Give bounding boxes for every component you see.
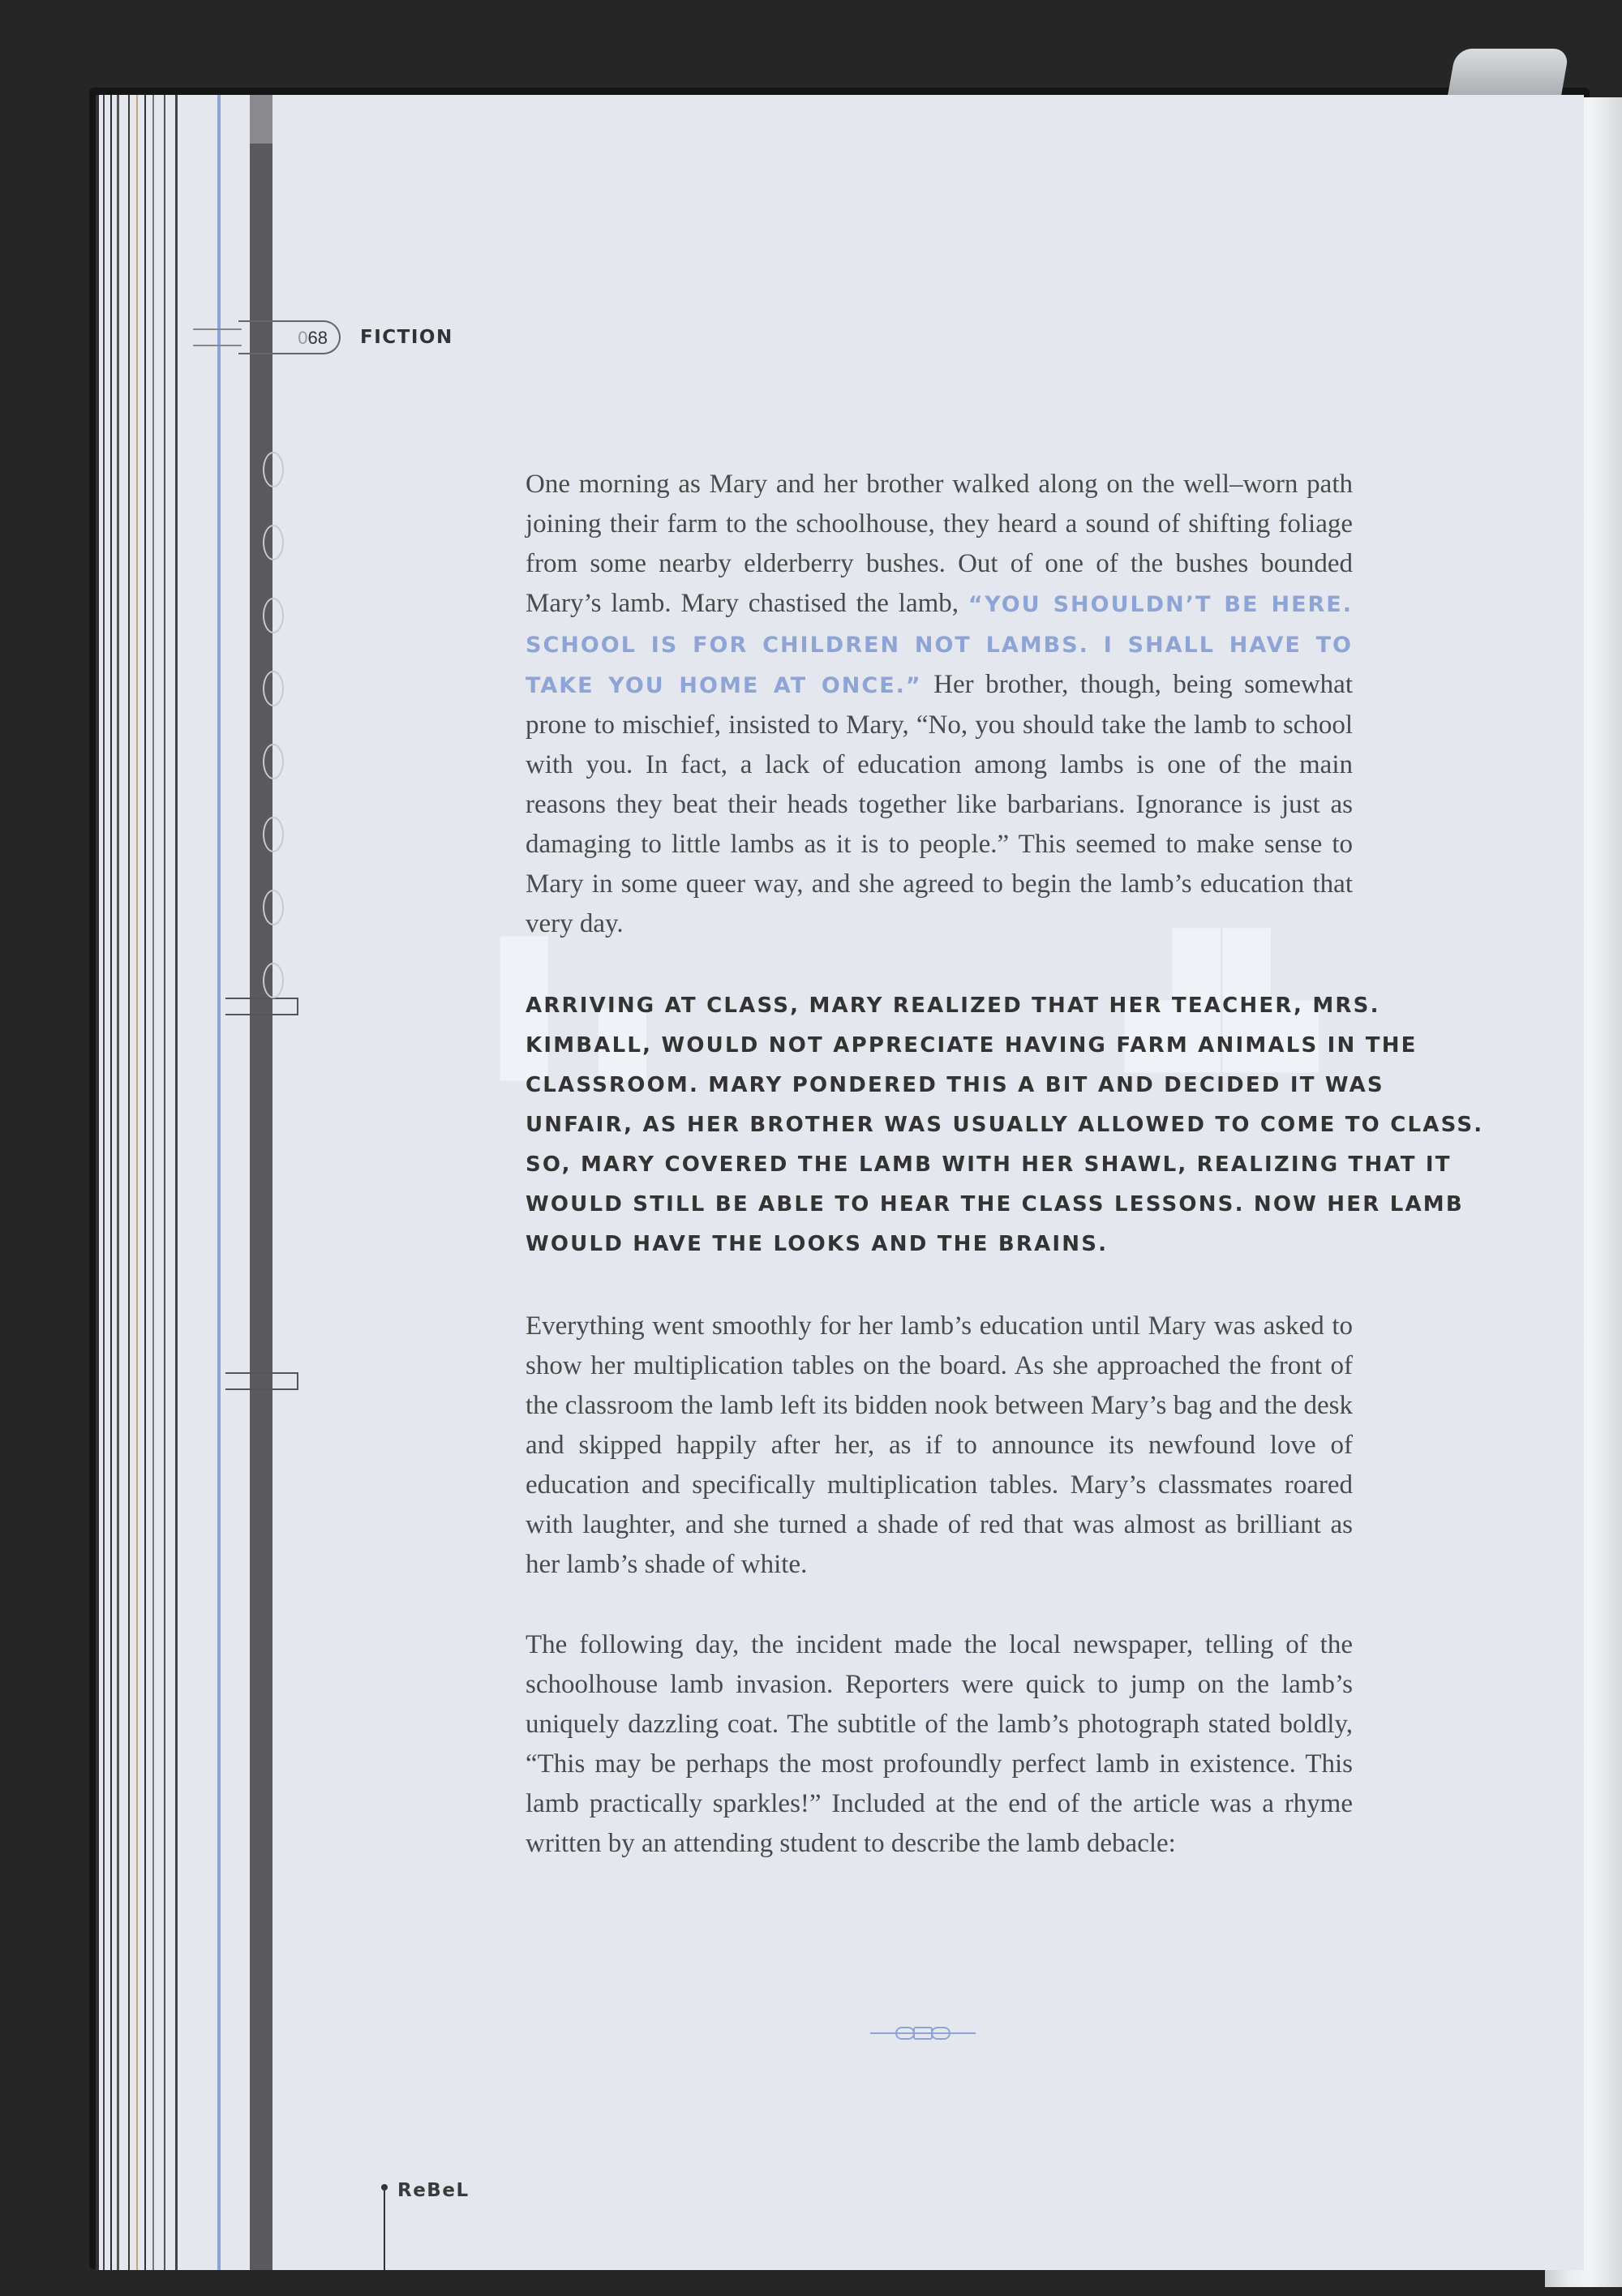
book-page [96,95,1584,2270]
paragraph-3: Everything went smoothly for her lamb’s education until Mary was asked to show her multiplication tables on the board. As she approached the front of the classroom the lamb left its bidden nook between Mary’s bag and the desk and skipped happily after her, as if to announce its newfound love of education and specifically multiplication tables. Mary’s classmates roared with laughter, and she turned a shade of red that was almost as brilliant as her lamb’s shade of white. [526,1311,1353,1579]
margin-rails [96,95,371,2270]
page-number-main: 68 [307,328,328,348]
watermark-shape-right: ▟▙ [1126,930,1323,1071]
ornament-icon [870,2023,976,2043]
footer-rule [384,2191,385,2270]
page-number [238,320,341,354]
lamb-quote: “YOU SHOULDN’T BE HERE. SCHOOL IS FOR CHILDREN NOT LAMBS. I SHALL HAVE TO TAKE YOU HOME AT ONCE.” [526,592,1353,698]
watermark-shape-left: ▌▖ [501,938,698,1079]
paragraph-1 [526,465,1353,944]
page-edge [1448,49,1570,97]
paragraph-1-lead: One morning as Mary and her brother walked along on the well–worn path joining their farm to the schoolhouse, they heard a sound of shifting foliage from some nearby elderberry bushes. Out of one of the bushes bounded Mary’s lamb. Mary chastised the lamb, [526,470,1353,618]
footer-dot [381,2184,388,2191]
footer-title: ReBeL [397,2180,470,2201]
paragraph-4: The following day, the incident made the local newspaper, telling of the schoolhouse lamb invasion. Reporters were quick to jump on the lamb’s uniquely dazzling coat. The subtitle of the lamb’s photograph stated boldly, “This may be perhaps the most profoundly perfect lamb in existence. This lamb practically sparkles!” Included at the end of the article was a rhyme written by an attending student to describe the lamb debacle: [526,1630,1353,1858]
page-number-prefix: 0 [298,328,308,348]
paragraph-1-rest: Her brother, though, being somewhat prone to mischief, insisted to Mary, “No, you should take the lamb to school with you. In fact, a lack of education among lambs is one of the main reasons they beat their heads together like barbarians. Ignorance is just as damaging to little lambs as it is to people.” This seemed to make sense to Mary in some queer way, and she agreed to begin the lamb’s education that very day. [526,670,1353,938]
paragraph-2-emphasis: ARRIVING AT CLASS, MARY REALIZED THAT HER TEACHER, MRS. KIMBALL, WOULD NOT APPRECIATE HAVING FARM ANIMALS IN THE CLASSROOM. MARY PONDERED THIS A BIT AND DECIDED IT WAS UNFAIR, AS HER BROTHER WAS USUALLY ALLOWED TO COME TO CLASS. SO, MARY COVERED THE LAMB WITH HER SHAWL, REALIZING THAT IT WOULD STILL BE ABLE TO HEAR THE CLASS LESSONS. NOW HER LAMB WOULD HAVE THE LOOKS AND THE BRAINS. [526,994,1484,1256]
article-body [526,465,1484,1864]
section-title: FICTION [360,327,453,348]
